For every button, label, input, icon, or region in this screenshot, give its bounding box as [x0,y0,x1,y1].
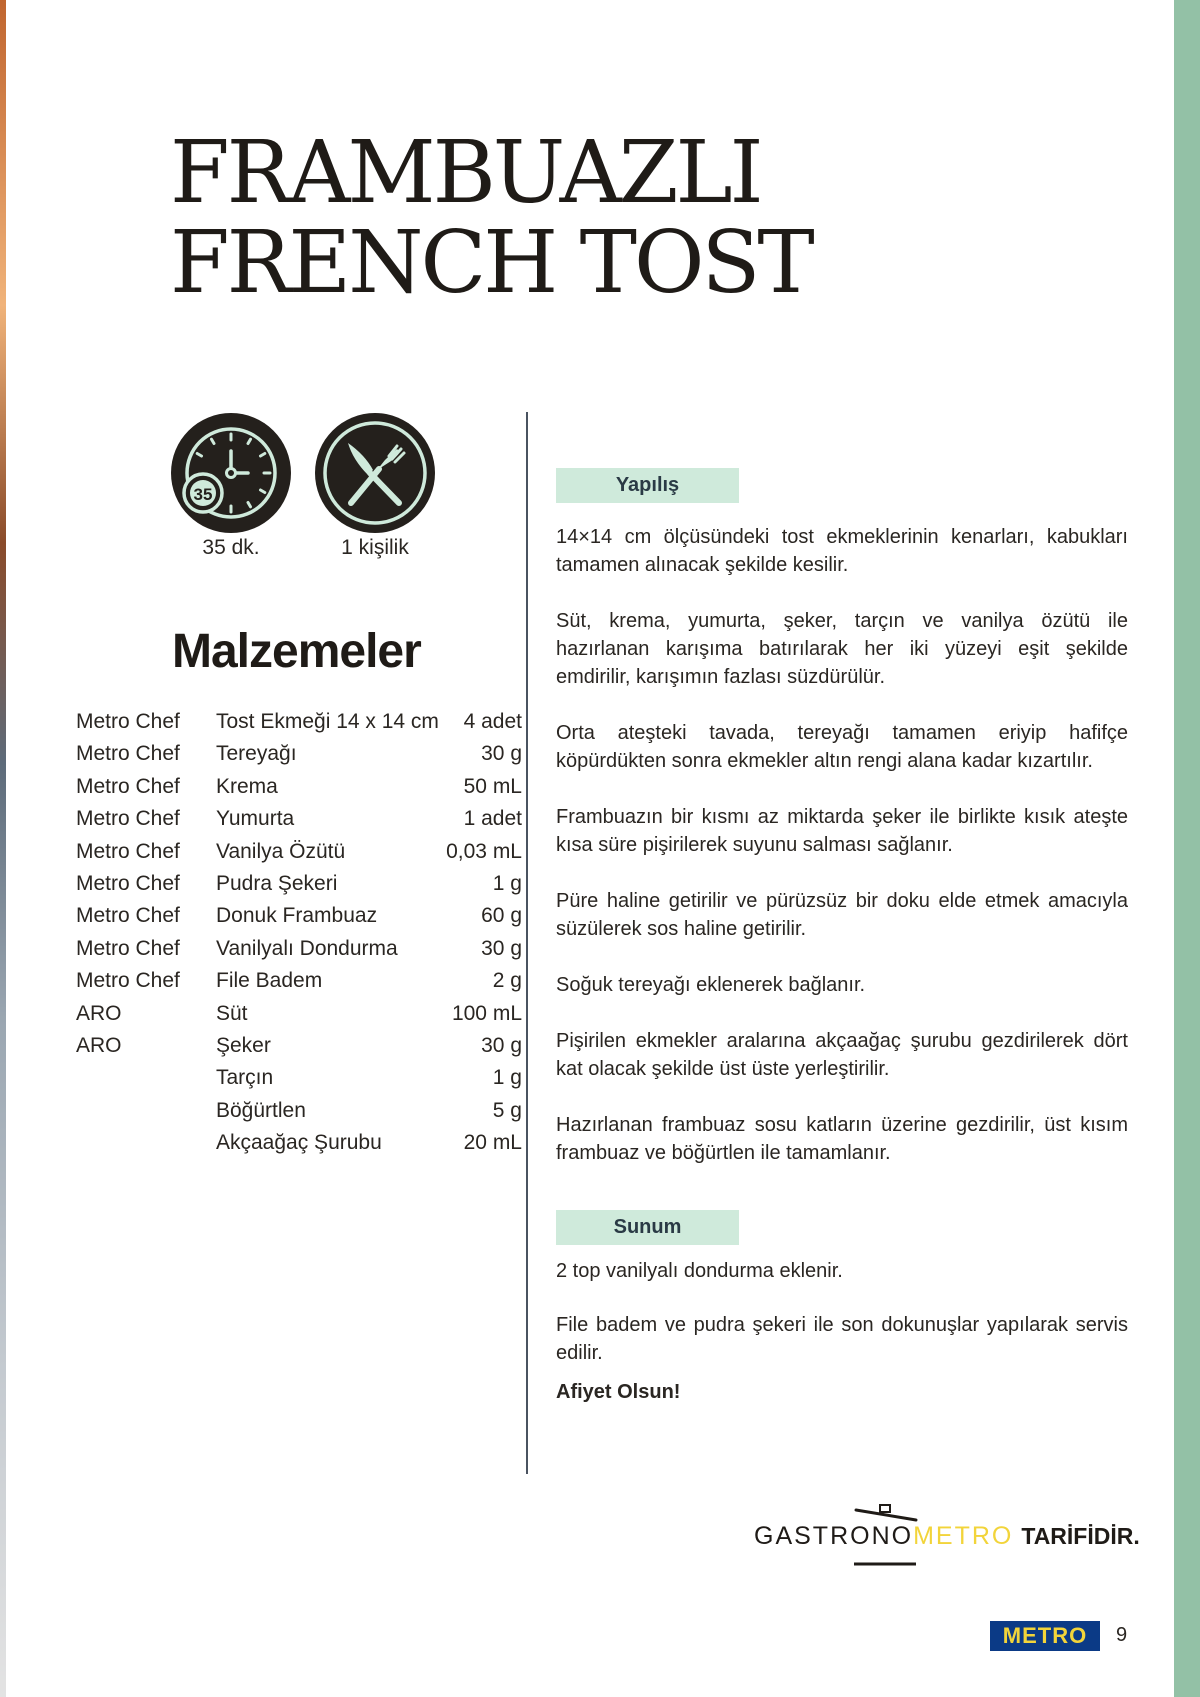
ingredient-name: Süt [216,1001,248,1025]
serving-steps [556,1257,1128,1367]
brand-text [754,1522,1140,1551]
side-band [1174,0,1200,1697]
preparation-step: Hazırlanan frambuaz sosu katların üzerine gezdirilir, üst kısım frambuaz ve böğürtlen ile tamamlanır. [556,1114,1128,1164]
ingredient-name: Tereyağı [216,742,297,766]
ingredient-qty: 1 adet [463,807,522,831]
closing-text: Afiyet Olsun! [556,1381,681,1403]
ingredient-brand: Metro Chef [76,742,180,766]
time-label: 35 dk. [202,536,260,559]
page-number: 9 [1116,1624,1128,1646]
serving-step: 2 top vanilyalı dondurma eklenir. [556,1260,843,1282]
brand-metro: METRO [913,1522,1014,1550]
ingredient-qty: 60 g [481,904,522,928]
preparation-step: Frambuazın bir kısmı az miktarda şeker ile birlikte kısık ateşte kısa süre pişirilerek suyunu salması sağlanır. [556,806,1128,856]
ingredient-brand: Metro Chef [76,936,180,960]
ingredient-row [76,1095,522,1127]
ingredient-qty: 30 g [481,936,522,960]
brand-tarifidir: TARİFİDİR. [1021,1523,1140,1549]
preparation-steps [556,523,1128,1195]
ingredient-qty: 2 g [492,969,522,993]
ingredient-qty: 30 g [481,742,522,766]
clock-badge-number: 35 [193,485,213,504]
ingredient-row [76,836,522,868]
ingredient-row [76,738,522,770]
preparation-step: Püre haline getirilir ve pürüzsüz bir doku elde etmek amacıyla süzülerek sos haline getirilir. [556,890,1128,940]
ingredient-name: Tarçın [216,1066,274,1090]
preparation-step: Orta ateşteki tavada, tereyağı tamamen eriyip hafifçe köpürdükten sonra ekmekler altın rengi alana kadar kızartılır. [556,722,1128,772]
ingredient-row [76,803,522,835]
serving-heading: Sunum [556,1210,739,1245]
ingredient-brand: Metro Chef [76,871,180,895]
ingredient-name: File Badem [216,969,323,993]
ingredient-brand: Metro Chef [76,774,180,798]
metro-logo [990,1621,1100,1651]
ingredient-row [76,868,522,900]
gastronometro-logo [754,1496,1140,1566]
ingredient-brand: Metro Chef [76,969,180,993]
preparation-heading: Yapılış [556,468,739,503]
ingredient-brand: Metro Chef [76,807,180,831]
ingredient-qty: 0,03 mL [446,839,522,863]
metro-logo-text: METRO [1002,1623,1088,1648]
cutlery-icon [315,413,435,533]
ingredient-qty: 50 mL [463,774,522,798]
ingredient-name: Tost Ekmeği 14 x 14 cm [216,710,439,733]
ingredient-row [76,706,522,738]
serving-section [556,1257,1128,1404]
ingredient-row [76,933,522,965]
serving-step: File badem ve pudra şekeri ile son dokunuşlar yapılarak servis edilir. [556,1314,1128,1364]
ingredient-qty: 30 g [481,1033,522,1057]
ingredient-qty: 4 adet [463,710,522,733]
recipe-title-line2: FRENCH TOST [170,213,812,313]
ingredient-name: Vanilyalı Dondurma [216,936,398,960]
ingredient-row [76,998,522,1030]
ingredient-qty: 1 g [492,1066,522,1090]
ingredient-row [76,1127,522,1159]
column-divider [526,412,528,1474]
recipe-title [170,123,812,313]
ingredient-row [76,1030,522,1062]
preparation-step: Pişirilen ekmekler aralarına akçaağaç şurubu gezdirilerek dört kat olacak şekilde üst üste yerleştirilir. [556,1030,1128,1080]
ingredients-list [76,706,522,1159]
ingredient-name: Pudra Şekeri [216,871,338,895]
brand-gastrono: GASTRONO [754,1522,914,1550]
preparation-step: Süt, krema, yumurta, şeker, tarçın ve vanilya özütü ile hazırlanan karışıma batırılarak her iki yüzeyi eşit şekilde emdirilir, karışımın fazlası süzdürülür. [556,610,1128,688]
ingredient-name: Böğürtlen [216,1098,306,1122]
ingredient-name: Akçaağaç Şurubu [216,1131,382,1155]
ingredient-row [76,1062,522,1094]
ingredient-qty: 100 mL [451,1001,522,1025]
ingredient-brand: ARO [76,1001,122,1025]
ingredient-name: Vanilya Özütü [216,839,346,863]
ingredient-brand: ARO [76,1033,122,1057]
preparation-step: 14×14 cm ölçüsündeki tost ekmeklerinin kenarları, kabukları tamamen alınacak şekilde kesilir. [556,526,1128,576]
ingredient-name: Yumurta [216,807,295,831]
ingredient-qty: 20 mL [463,1131,522,1155]
ingredients-heading: Malzemeler [172,625,421,678]
ingredient-row [76,771,522,803]
ingredient-qty: 1 g [492,871,522,895]
clock-icon [171,413,291,533]
ingredient-name: Donuk Frambuaz [216,904,378,928]
recipe-title-line1: FRAMBUAZLI [170,123,761,223]
preparation-step: Soğuk tereyağı eklenerek bağlanır. [556,974,866,996]
ingredient-name: Şeker [216,1033,271,1057]
photo-edge [0,0,6,1697]
ingredient-row [76,965,522,997]
ingredient-row [76,900,522,932]
ingredient-brand: Metro Chef [76,710,180,733]
ingredient-qty: 5 g [492,1098,522,1122]
ingredient-name: Krema [216,774,278,798]
servings-label: 1 kişilik [341,536,409,559]
ingredient-brand: Metro Chef [76,839,180,863]
ingredient-brand: Metro Chef [76,904,180,928]
